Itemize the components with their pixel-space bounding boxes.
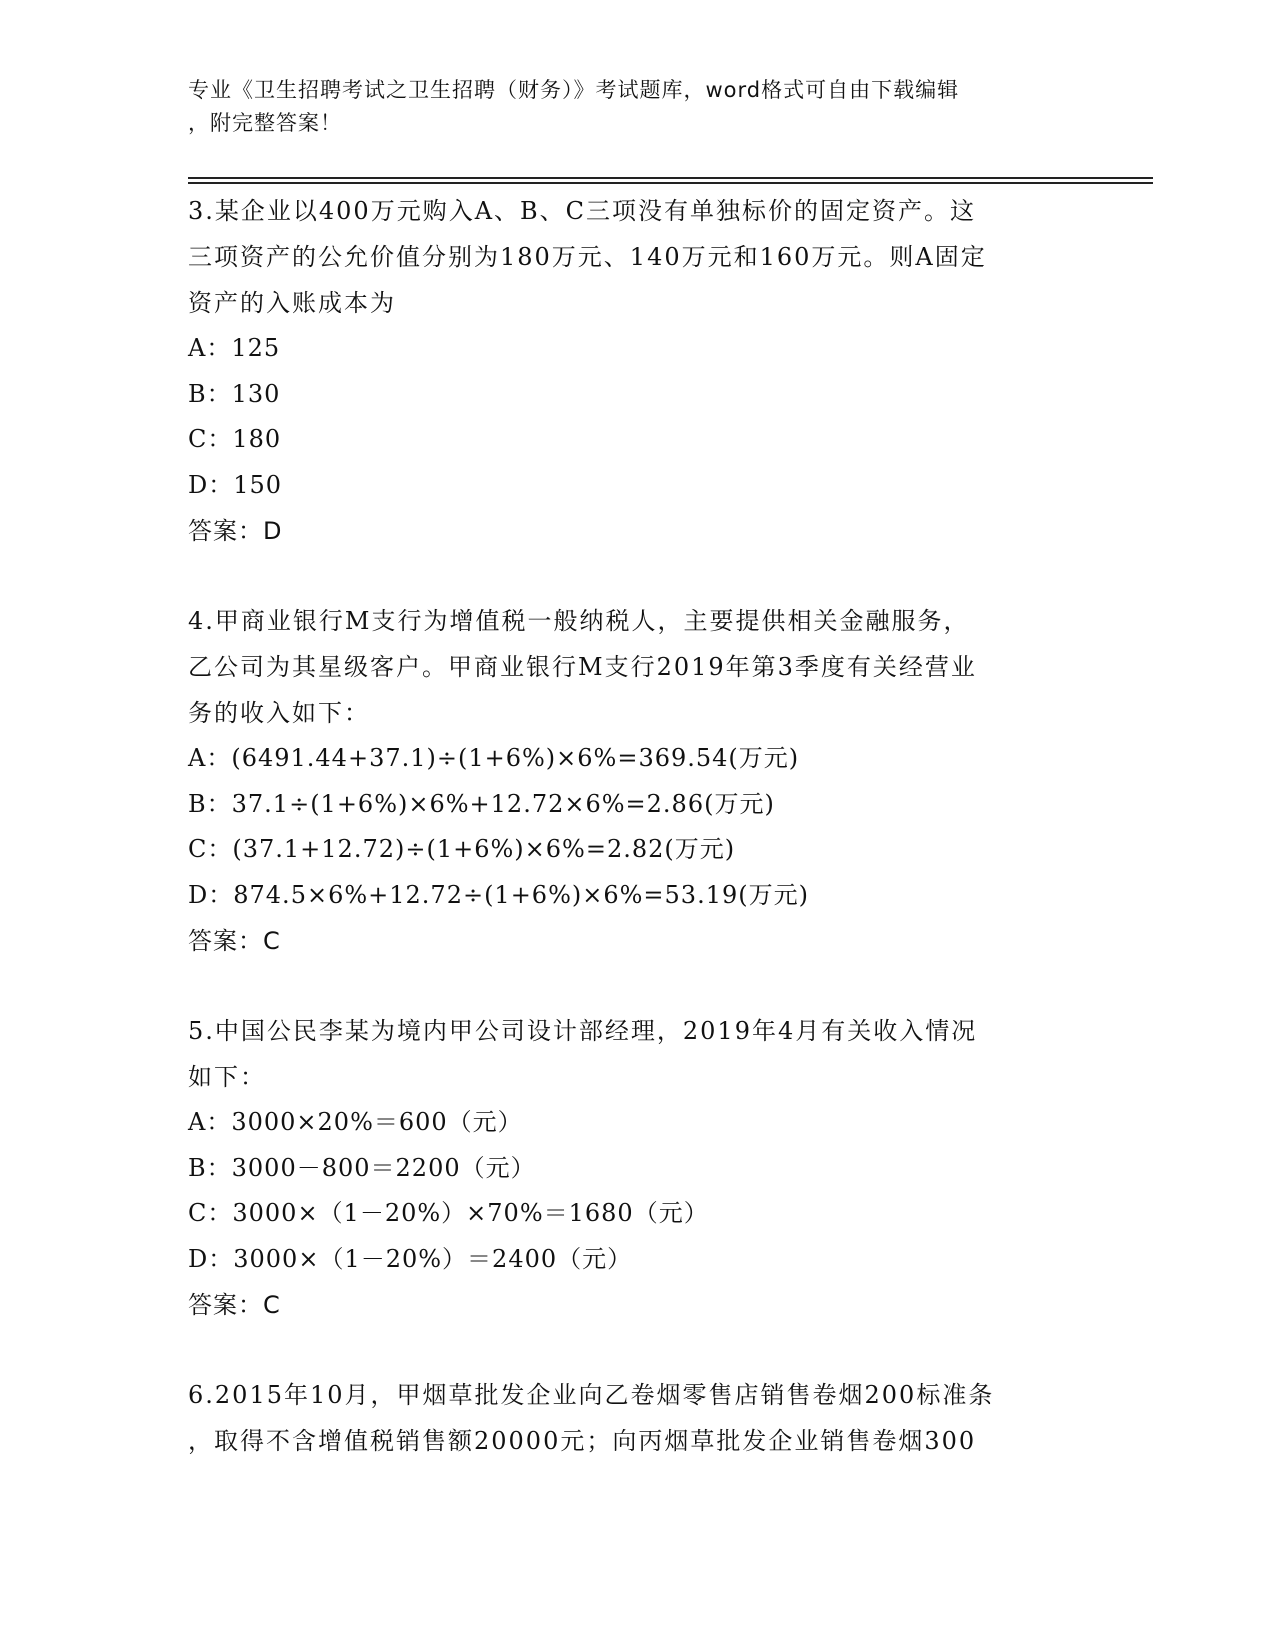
stem-line: 3.某企业以400万元购入A、B、C三项没有单独标价的固定资产。这	[188, 197, 977, 225]
stem-line: 5.中国公民李某为境内甲公司设计部经理，2019年4月有关收入情况	[188, 1017, 978, 1045]
option-text: 180	[232, 425, 282, 453]
option-text: 3000×（1－20%）＝2400（元）	[233, 1244, 633, 1273]
stem-line: 资产的入账成本为	[188, 289, 396, 317]
option-a	[188, 326, 1088, 372]
option-text: 3000－800＝2200（元）	[231, 1153, 536, 1182]
stem-line: 务的收入如下：	[188, 699, 370, 727]
option-text: 150	[233, 470, 283, 499]
document-header	[188, 74, 1068, 140]
option-key: D：	[188, 470, 234, 499]
option-key: A：	[188, 1108, 232, 1136]
question-stem	[188, 1008, 1088, 1100]
question-list	[188, 188, 1088, 1508]
question-4	[188, 598, 1088, 964]
stem-line: 6.2015年10月，甲烟草批发企业向乙卷烟零售店销售卷烟200标准条	[188, 1381, 995, 1409]
option-d	[188, 1237, 1088, 1283]
option-b	[188, 782, 1088, 828]
option-c	[188, 417, 1088, 463]
answer-line: 答案：D	[188, 517, 283, 545]
option-c	[188, 827, 1088, 873]
option-d	[188, 463, 1088, 509]
question-5	[188, 1008, 1088, 1328]
option-key: B：	[188, 379, 232, 408]
option-key: C：	[188, 1199, 233, 1227]
option-key: D：	[188, 880, 234, 909]
stem-line: 乙公司为其星级客户。甲商业银行M支行2019年第3季度有关经营业	[188, 653, 977, 681]
option-text: 125	[231, 334, 281, 362]
option-text: (37.1+12.72)÷(1+6%)×6%=2.82(万元)	[232, 835, 736, 863]
option-b	[188, 1146, 1088, 1192]
option-text: 130	[231, 379, 281, 408]
option-key: B：	[188, 789, 232, 818]
option-a	[188, 736, 1088, 782]
option-text: 37.1÷(1+6%)×6%+12.72×6%=2.86(万元)	[231, 789, 775, 818]
option-key: A：	[188, 334, 232, 362]
header-divider-top	[188, 177, 1153, 179]
option-key: D：	[188, 1244, 234, 1273]
option-text: (6491.44+37.1)÷(1+6%)×6%=369.54(万元)	[231, 744, 800, 772]
header-divider-bottom	[188, 182, 1153, 184]
question-stem	[188, 598, 1088, 736]
header-line-1: 专业《卫生招聘考试之卫生招聘（财务）》考试题库，word格式可自由下载编辑	[188, 78, 960, 102]
option-key: C：	[188, 425, 233, 453]
header-line-2: ，附完整答案！	[188, 111, 342, 135]
option-text: 3000×（1－20%）×70%＝1680（元）	[232, 1199, 709, 1227]
option-key: C：	[188, 835, 233, 863]
question-stem	[188, 1372, 1088, 1464]
question-stem	[188, 188, 1088, 326]
stem-line: 三项资产的公允价值分别为180万元、140万元和160万元。则A固定	[188, 243, 987, 271]
answer-line: 答案：C	[188, 1291, 281, 1319]
question-6	[188, 1372, 1088, 1464]
option-key: B：	[188, 1153, 232, 1182]
stem-line: 4.甲商业银行M支行为增值税一般纳税人，主要提供相关金融服务，	[188, 607, 970, 635]
option-b	[188, 372, 1088, 418]
stem-line: 如下：	[188, 1063, 266, 1091]
option-text: 874.5×6%+12.72÷(1+6%)×6%=53.19(万元)	[233, 880, 809, 909]
option-c	[188, 1191, 1088, 1237]
question-3	[188, 188, 1088, 554]
option-d	[188, 873, 1088, 919]
option-key: A：	[188, 744, 232, 772]
option-a	[188, 1100, 1088, 1146]
option-text: 3000×20%＝600（元）	[231, 1108, 523, 1136]
answer-line: 答案：C	[188, 927, 281, 955]
stem-line: ，取得不含增值税销售额20000元；向丙烟草批发企业销售卷烟300	[188, 1427, 977, 1455]
